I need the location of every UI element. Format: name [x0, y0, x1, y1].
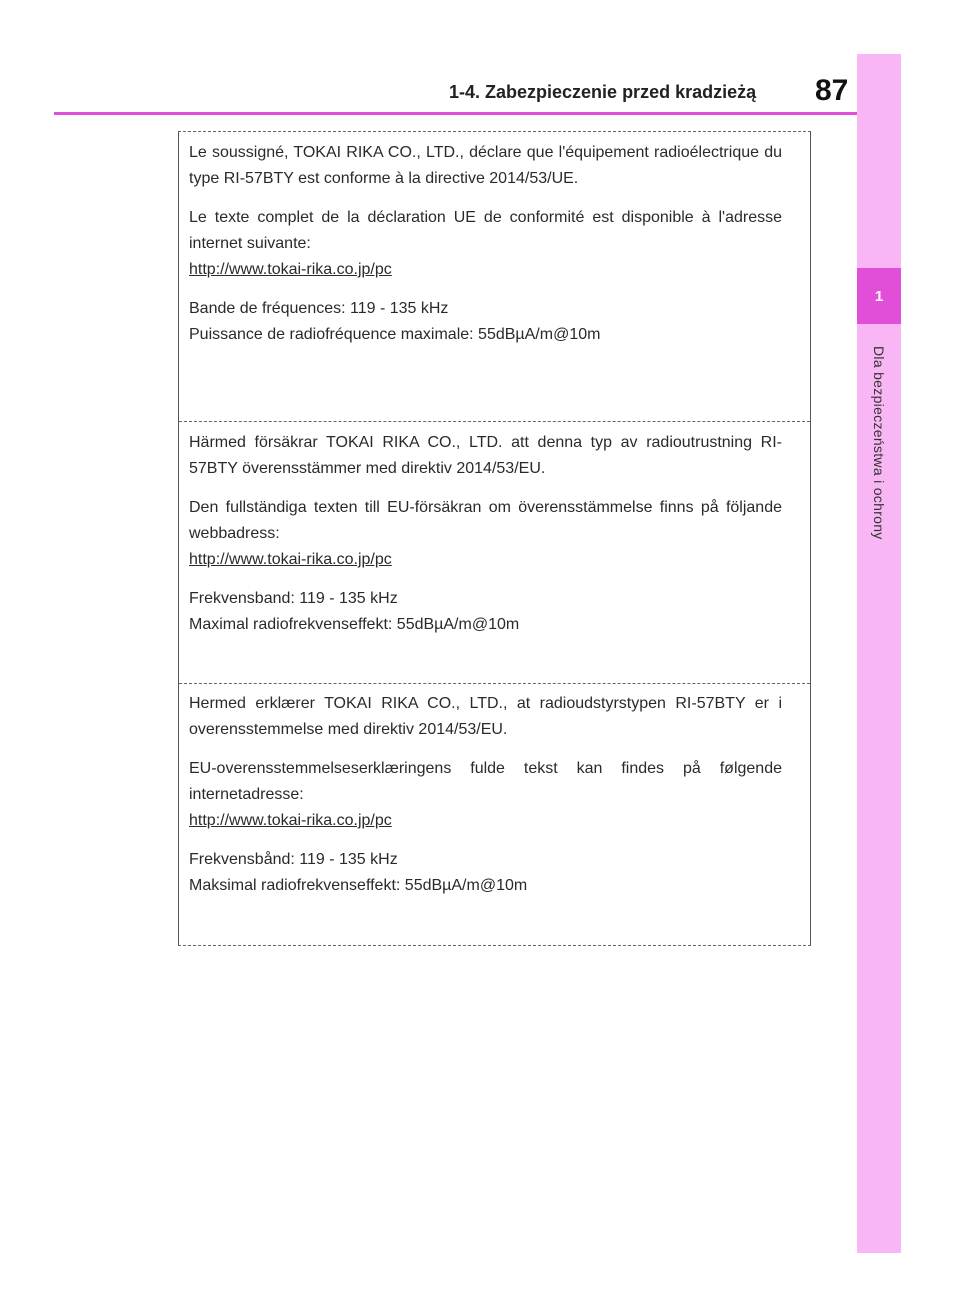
max-power: Puissance de radiofréquence maximale: 55dBµA/m@10m — [189, 326, 601, 343]
chapter-side-tab — [857, 54, 901, 1253]
full-text-intro — [189, 495, 782, 573]
full-text-intro — [189, 205, 782, 283]
frequency-band: Frekvensband: 119 - 135 kHz — [189, 590, 398, 607]
frequency-band: Frekvensbånd: 119 - 135 kHz — [189, 851, 398, 868]
header-rule — [54, 112, 857, 115]
declaration-text: Härmed försäkrar TOKAI RIKA CO., LTD. att denna typ av radioutrustning RI-57BTY överensstämmer med direktiv 2014/53/EU. — [189, 434, 782, 477]
chapter-title-vertical: Dla bezpieczeństwa i ochrony — [871, 346, 887, 540]
declaration-section-swedish — [179, 421, 810, 683]
declaration-section-danish — [179, 683, 810, 945]
frequency-band: Bande de fréquences: 119 - 135 kHz — [189, 300, 449, 317]
declaration-url-link[interactable]: http://www.tokai-rika.co.jp/pc — [189, 261, 392, 278]
full-text-intro — [189, 756, 782, 834]
chapter-number-badge: 1 — [857, 268, 901, 324]
max-power: Maksimal radiofrekvenseffekt: 55dBµA/m@10m — [189, 877, 528, 894]
technical-data — [189, 296, 782, 348]
declarations-box — [178, 131, 811, 946]
full-text-intro-text: EU-overensstemmelseserklæringens fulde tekst kan findes på følgende internetadresse: — [189, 760, 782, 803]
technical-data — [189, 847, 782, 899]
full-text-intro-text: Den fullständiga texten till EU-försäkran om överensstämmelse finns på följande webbadress: — [189, 499, 782, 542]
declaration-section-french — [179, 132, 810, 421]
declaration-text: Hermed erklærer TOKAI RIKA CO., LTD., at radioudstyrstypen RI-57BTY er i overensstemmelse med direktiv 2014/53/EU. — [189, 695, 782, 738]
section-title: 1-4. Zabezpieczenie przed kradzieżą — [449, 82, 757, 102]
page-number: 87 — [815, 74, 849, 107]
full-text-intro-text: Le texte complet de la déclaration UE de conformité est disponible à l'adresse internet suivante: — [189, 209, 782, 252]
declaration-url-link[interactable]: http://www.tokai-rika.co.jp/pc — [189, 551, 392, 568]
declaration-text: Le soussigné, TOKAI RIKA CO., LTD., déclare que l'équipement radioélectrique du type RI-57BTY est conforme à la directive 2014/53/UE. — [189, 144, 782, 187]
declaration-url-link[interactable]: http://www.tokai-rika.co.jp/pc — [189, 812, 392, 829]
max-power: Maximal radiofrekvenseffekt: 55dBµA/m@10m — [189, 616, 520, 633]
technical-data — [189, 586, 782, 638]
